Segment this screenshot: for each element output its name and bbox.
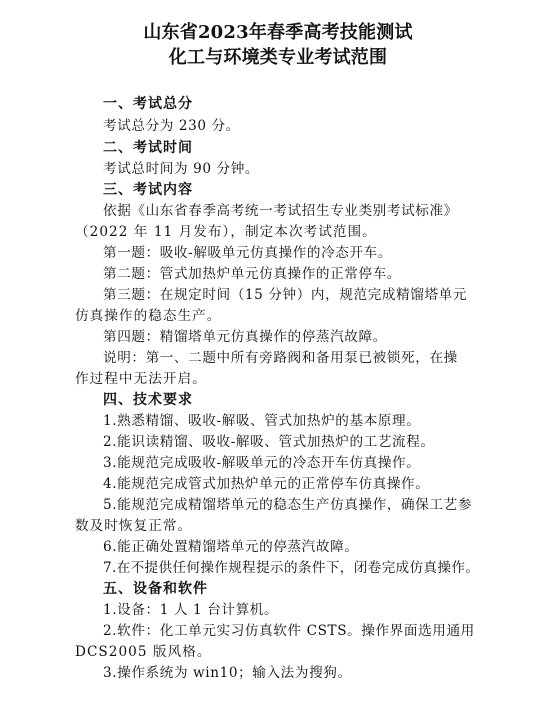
- question-4: 第四题：精馏塔单元仿真操作的停蒸汽故障。: [103, 329, 387, 345]
- equipment-2-line-1: 2.软件：化工单元实习仿真软件 CSTS。操作界面选用通用: [103, 623, 475, 639]
- requirement-4: 4.能规范完成管式加热炉单元的正常停车仿真操作。: [103, 476, 430, 492]
- section-heading-exam-content: 三、考试内容: [103, 182, 193, 198]
- question-2: 第二题：管式加热炉单元仿真操作的正常停车。: [103, 266, 402, 282]
- paragraph-basis-line-1: 依据《山东省春季高考统一考试招生专业类别考试标准》: [103, 203, 458, 219]
- equipment-1: 1.设备：1 人 1 台计算机。: [103, 602, 279, 618]
- question-3-line-1: 第三题：在规定时间（15 分钟）内，规范完成精馏塔单元: [103, 287, 468, 303]
- requirement-5-line-2: 数及时恢复正常。: [75, 518, 193, 534]
- note-line-1: 说明：第一、二题中所有旁路阀和备用泵已被锁死，在操: [103, 350, 458, 366]
- requirement-3: 3.能规范完成吸收-解吸单元的冷态开车仿真操作。: [103, 455, 421, 471]
- requirement-6: 6.能正确处置精馏塔单元的停蒸汽故障。: [103, 539, 359, 555]
- requirement-2: 2.能识读精馏、吸收-解吸、管式加热炉的工艺流程。: [103, 434, 435, 450]
- equipment-3: 3.操作系统为 win10；输入法为搜狗。: [103, 665, 352, 681]
- requirement-5-line-1: 5.能规范完成精馏塔单元的稳态生产仿真操作，确保工艺参: [103, 497, 473, 513]
- paragraph-total-score: 考试总分为 230 分。: [103, 118, 240, 134]
- question-3-line-2: 仿真操作的稳态生产。: [75, 308, 222, 324]
- section-heading-equipment-software: 五、设备和软件: [103, 581, 208, 597]
- section-heading-total-score: 一、考试总分: [103, 96, 193, 112]
- requirement-1: 1.熟悉精馏、吸收-解吸、管式加热炉的基本原理。: [103, 413, 421, 429]
- document-title-line-2: 化工与环境类专业考试范围: [168, 47, 388, 68]
- section-heading-exam-time: 二、考试时间: [103, 140, 193, 156]
- question-1: 第一题：吸收-解吸单元仿真操作的冷态开车。: [103, 245, 393, 261]
- section-heading-technical-requirements: 四、技术要求: [103, 392, 193, 408]
- document-title-line-1: 山东省2023年春季高考技能测试: [143, 22, 413, 43]
- paragraph-exam-time: 考试总时间为 90 分钟。: [103, 161, 260, 177]
- equipment-2-line-2: DCS2005 版风格。: [75, 644, 212, 660]
- requirement-7: 7.在不提供任何操作规程提示的条件下，闭卷完成仿真操作。: [103, 560, 480, 576]
- paragraph-basis-line-2: （2022 年 11 月发布），制定本次考试范围。: [75, 224, 377, 240]
- note-line-2: 作过程中无法开启。: [75, 371, 207, 387]
